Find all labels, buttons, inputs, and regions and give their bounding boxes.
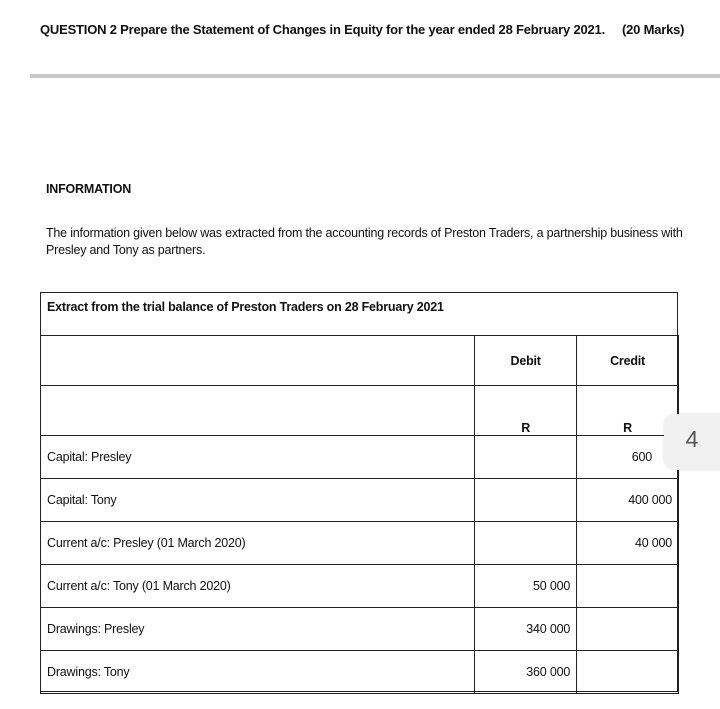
debit-value [475, 436, 577, 479]
debit-value: 340 000 [475, 608, 577, 651]
debit-column-header: Debit [475, 336, 577, 386]
credit-value [577, 565, 679, 608]
trial-balance-box [40, 292, 678, 692]
row-label: Capital: Tony [41, 479, 475, 522]
header-divider [30, 74, 720, 78]
row-label: Current a/c: Presley (01 March 2020) [41, 522, 475, 565]
row-label: Drawings: Presley [41, 608, 475, 651]
table-row [41, 479, 679, 522]
page-number: 4 [685, 426, 699, 452]
currency-blank-cell [41, 386, 475, 436]
debit-value [475, 479, 577, 522]
debit-currency: R [475, 386, 577, 436]
trial-balance-table [40, 335, 679, 694]
question-heading: QUESTION 2 Prepare the Statement of Changes in Equity for the year ended 28 February 2021. [40, 22, 606, 37]
debit-value [475, 522, 577, 565]
row-label: Drawings: Tony [41, 651, 475, 694]
row-label: Current a/c: Tony (01 March 2020) [41, 565, 475, 608]
currency-row [41, 386, 679, 436]
table-header-row [41, 336, 679, 386]
table-row [41, 608, 679, 651]
table-row [41, 565, 679, 608]
row-label: Capital: Presley [41, 436, 475, 479]
trial-balance-title: Extract from the trial balance of Preston Traders on 28 February 2021 [47, 300, 444, 314]
table-row [41, 436, 679, 479]
credit-column-header: Credit [577, 336, 679, 386]
header-blank-cell [41, 336, 475, 386]
information-text: The information given below was extracted from the accounting records of Preston Traders, a partnership business with Presley and Tony as partners. [46, 226, 683, 257]
credit-currency: R [577, 386, 679, 436]
credit-value-text: 600 [631, 450, 652, 464]
page-number-tab[interactable] [664, 414, 720, 470]
credit-value: 400 000 [577, 479, 679, 522]
table-row [41, 522, 679, 565]
information-heading: INFORMATION [46, 182, 132, 196]
debit-value: 360 000 [475, 651, 577, 694]
credit-value [577, 651, 679, 694]
credit-value [577, 608, 679, 651]
table-row [41, 651, 679, 694]
credit-value: 40 000 [577, 522, 679, 565]
marks-label: (20 Marks) [622, 22, 685, 37]
debit-value: 50 000 [475, 565, 577, 608]
